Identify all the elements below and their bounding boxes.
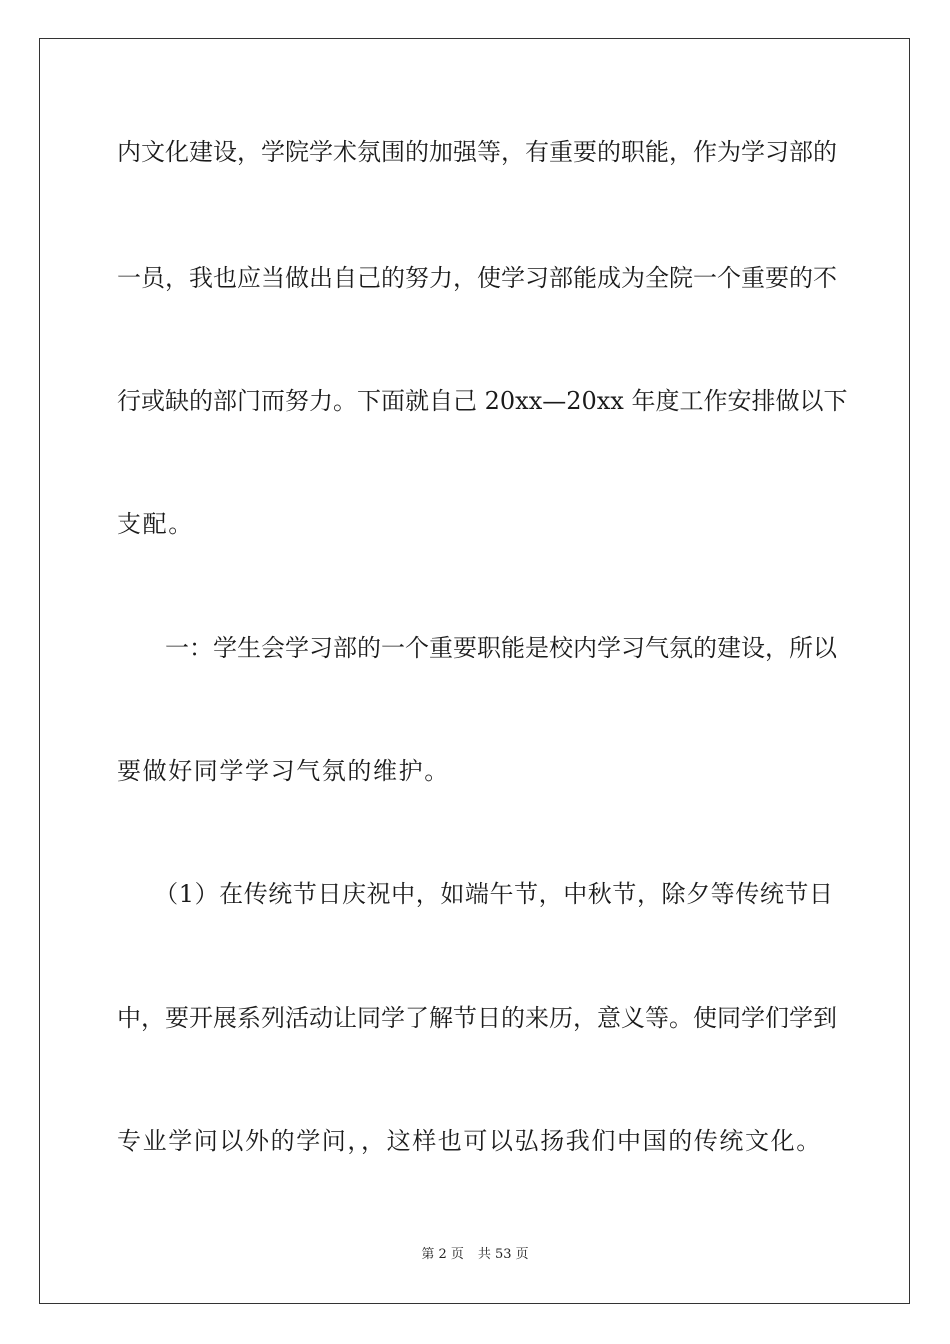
text-line-2: 一员，我也应当做出自己的努力，使学习部能成为全院一个重要的不 — [117, 264, 837, 292]
page-border — [39, 38, 910, 1304]
page-footer — [0, 1246, 950, 1264]
text-line-8: 中，要开展系列活动让同学了解节日的来历，意义等。使同学们学到 — [117, 1004, 837, 1032]
text-line-3: 行或缺的部门而努力。下面就自己 20xx—20xx 年度工作安排做以下 — [117, 387, 848, 415]
page-total: 共 53 页 — [477, 1247, 529, 1262]
page-number: 第 2 页 — [421, 1247, 464, 1262]
text-line-1: 内文化建设，学院学术氛围的加强等，有重要的职能，作为学习部的 — [117, 138, 837, 166]
text-line-9: 专业学问以外的学问，，这样也可以弘扬我们中国的传统文化。 — [117, 1127, 822, 1155]
text-line-4: 支配。 — [117, 510, 194, 538]
text-line-7: （1）在传统节日庆祝中，如端午节，中秋节，除夕等传统节日 — [117, 880, 833, 908]
text-line-5: 一：学生会学习部的一个重要职能是校内学习气氛的建设，所以 — [117, 634, 837, 662]
text-line-6: 要做好同学学习气氛的维护。 — [117, 757, 450, 785]
